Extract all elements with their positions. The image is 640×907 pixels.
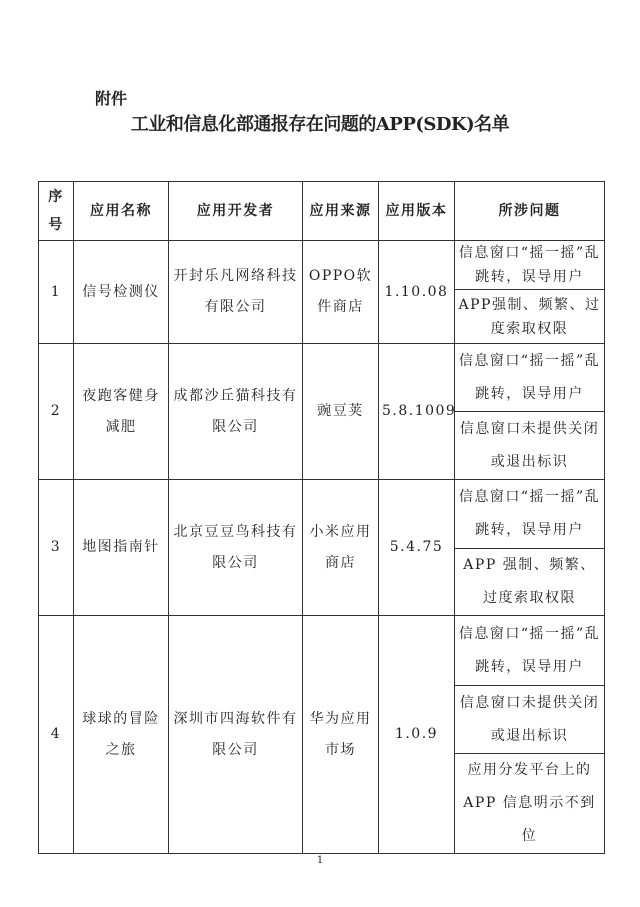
cell-source: 豌豆荚 <box>303 344 379 480</box>
cell-source: OPPO软件商店 <box>303 241 379 344</box>
header-cell: 应用开发者 <box>169 182 303 241</box>
cell-version: 1.10.08 <box>379 241 455 344</box>
header-cell: 应用版本 <box>379 182 455 241</box>
cell-issue: 信息窗口“摇一摇”乱跳转，误导用户 <box>455 344 605 412</box>
table-row <box>39 344 605 412</box>
app-list-table <box>38 181 605 854</box>
cell-name: 球球的冒险之旅 <box>74 616 169 854</box>
table-row <box>39 480 605 549</box>
header-cell: 应用名称 <box>74 182 169 241</box>
cell-issue: 信息窗口未提供关闭或退出标识 <box>455 412 605 480</box>
cell-source: 小米应用商店 <box>303 480 379 616</box>
cell-version: 5.4.75 <box>379 480 455 616</box>
cell-issue: 信息窗口“摇一摇”乱跳转，误导用户 <box>455 241 605 290</box>
cell-version: 1.0.9 <box>379 616 455 854</box>
cell-name: 地图指南针 <box>74 480 169 616</box>
cell-issue: 应用分发平台上的APP 信息明示不到位 <box>455 754 605 854</box>
header-cell: 序号 <box>39 182 74 241</box>
cell-developer: 开封乐凡网络科技有限公司 <box>169 241 303 344</box>
cell-issue: APP强制、频繁、过度索取权限 <box>455 290 605 344</box>
attachment-label: 附件 <box>95 89 128 108</box>
cell-issue: APP 强制、频繁、过度索取权限 <box>455 549 605 616</box>
cell-name: 信号检测仪 <box>74 241 169 344</box>
cell-name: 夜跑客健身减肥 <box>74 344 169 480</box>
header-cell: 所涉问题 <box>455 182 605 241</box>
table-row <box>39 616 605 686</box>
table-header-row <box>39 182 605 241</box>
document-title: 工业和信息化部通报存在问题的APP(SDK)名单 <box>130 114 510 135</box>
cell-issue: 信息窗口“摇一摇”乱跳转，误导用户 <box>455 480 605 549</box>
cell-developer: 北京豆豆鸟科技有限公司 <box>169 480 303 616</box>
cell-developer: 成都沙丘猫科技有限公司 <box>169 344 303 480</box>
cell-issue: 信息窗口“摇一摇”乱跳转，误导用户 <box>455 616 605 686</box>
table-row <box>39 241 605 290</box>
cell-developer: 深圳市四海软件有限公司 <box>169 616 303 854</box>
cell-no: 4 <box>39 616 74 854</box>
header-cell: 应用来源 <box>303 182 379 241</box>
cell-no: 3 <box>39 480 74 616</box>
cell-source: 华为应用市场 <box>303 616 379 854</box>
cell-no: 2 <box>39 344 74 480</box>
cell-version: 5.8.1009 <box>379 344 455 480</box>
cell-issue: 信息窗口未提供关闭或退出标识 <box>455 686 605 754</box>
cell-no: 1 <box>39 241 74 344</box>
page-number: 1 <box>316 855 324 866</box>
